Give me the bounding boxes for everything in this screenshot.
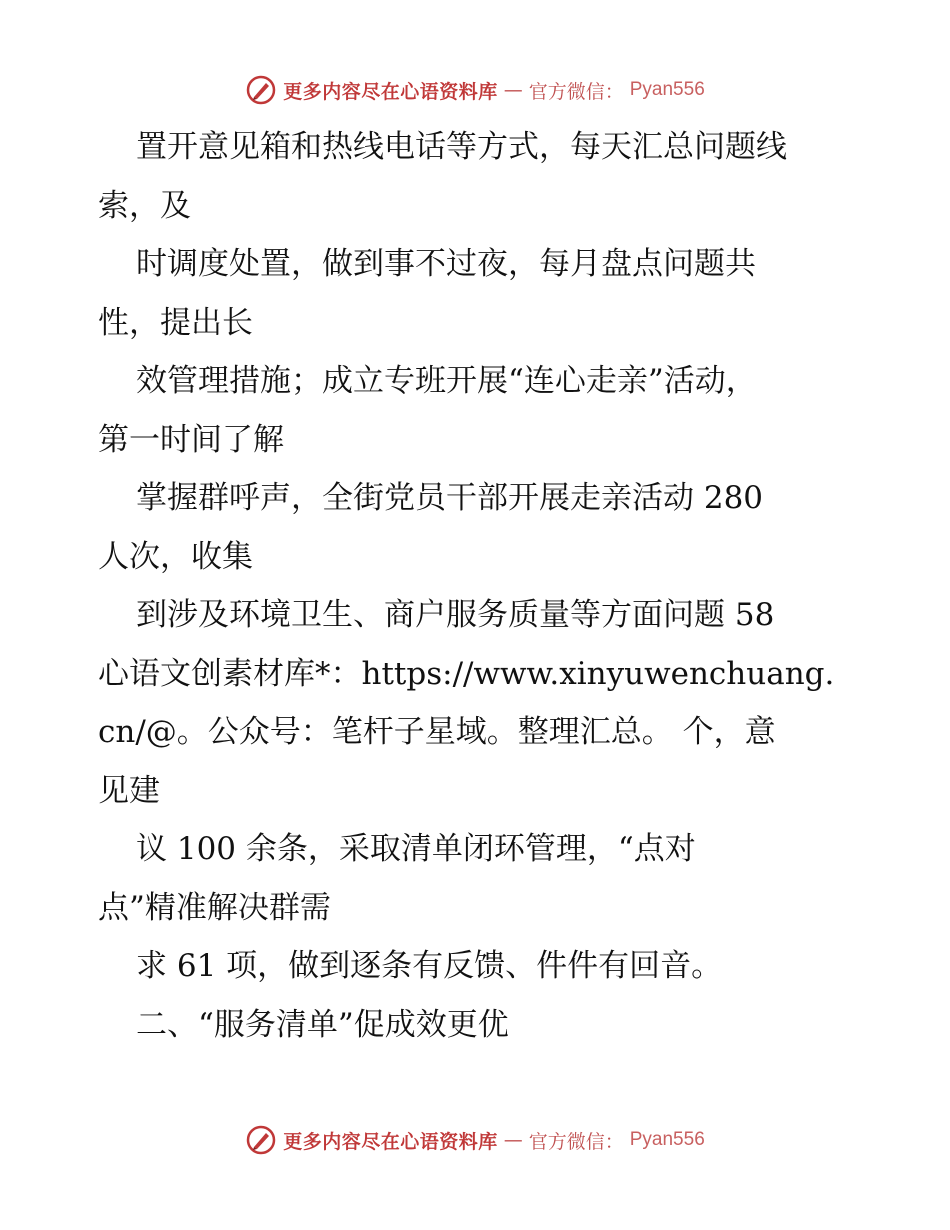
footer-banner: [0, 1120, 950, 1160]
header-sub-text: 官方微信：: [528, 80, 624, 103]
pen-logo-icon: [245, 74, 277, 106]
text-line: 求 61 项，做到逐条有反馈、件件有回音。: [136, 948, 723, 984]
text-line: 到涉及环境卫生、商户服务质量等方面问题 58: [136, 597, 775, 633]
header-main-text: 更多内容尽在心语资料库: [283, 80, 498, 103]
footer-sub-text: 官方微信：: [528, 1130, 624, 1153]
text-line: 人次，收集: [98, 538, 253, 575]
text-line: 掌握群呼声，全街党员干部开展走亲活动 280: [136, 480, 764, 516]
text-line: 性，提出长: [98, 304, 253, 341]
text-line: 议 100 余条，采取清单闭环管理，“点对: [136, 831, 696, 867]
body-text: [98, 118, 858, 1054]
header-banner: [0, 70, 950, 110]
header-dash: —: [503, 79, 523, 101]
header-wechat-id: Pyan556: [629, 79, 705, 100]
text-line: 时调度处置，做到事不过夜，每月盘点问题共: [136, 246, 756, 282]
footer-wechat-id: Pyan556: [629, 1129, 705, 1150]
text-line: 见建: [98, 772, 160, 809]
section-heading: 二、“服务清单”促成效更优: [136, 1006, 509, 1043]
text-line: 置开意见箱和热线电话等方式，每天汇总问题线: [136, 129, 787, 165]
text-line: 第一时间了解: [98, 421, 284, 458]
text-line: cn/@。公众号：笔杆子星域。整理汇总。 个，意: [98, 714, 776, 750]
text-line: 索，及: [98, 187, 191, 224]
text-line: 心语文创素材库*：https://www.xinyuwenchuang.: [98, 655, 835, 692]
text-line: 效管理措施；成立专班开展“连心走亲”活动，: [136, 363, 757, 399]
footer-dash: —: [503, 1129, 523, 1151]
pen-logo-icon: [245, 1124, 277, 1156]
text-line: 点”精准解决群需: [98, 889, 331, 926]
footer-main-text: 更多内容尽在心语资料库: [283, 1130, 498, 1153]
